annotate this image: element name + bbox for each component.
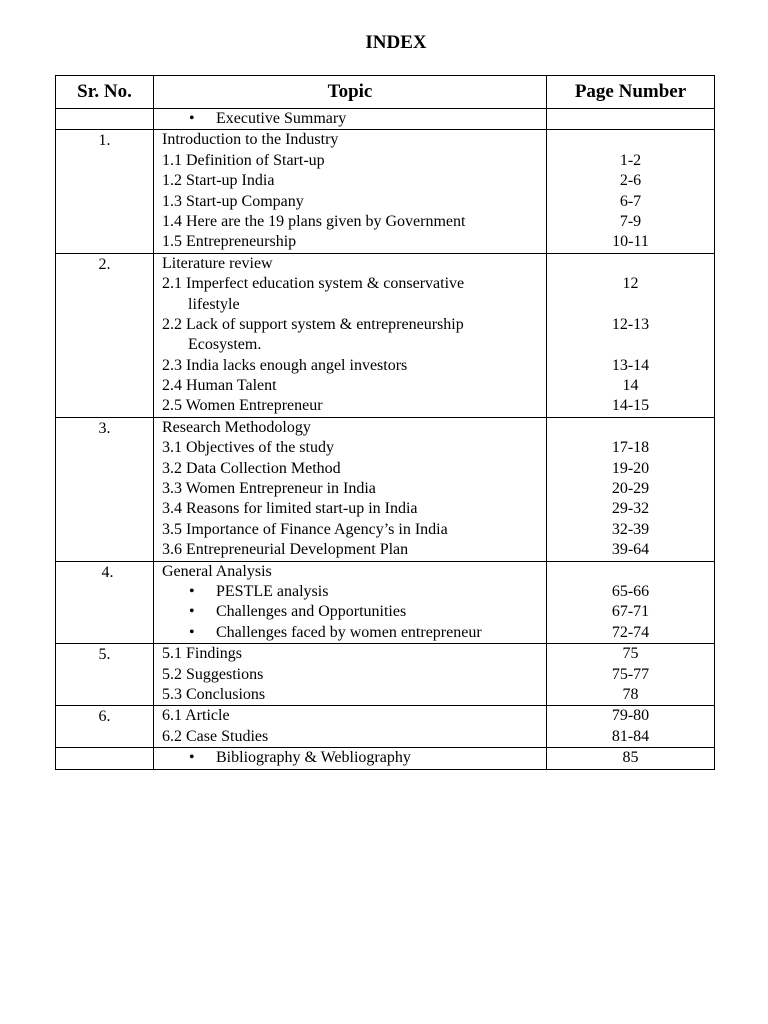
table-header-row [56, 76, 715, 109]
sr-no-cell: 2. [56, 253, 154, 417]
table-row [56, 253, 715, 417]
sr-no-cell [56, 109, 154, 130]
sr-no-cell [56, 748, 154, 769]
page-number: 39-64 [611, 541, 650, 559]
table-row [56, 109, 715, 130]
header-sr-no: Sr. No. [56, 76, 154, 109]
topic-cell [154, 561, 547, 644]
page-number: 85 [622, 749, 639, 767]
page-number: 12 [622, 275, 639, 293]
sr-no-cell: 5. [56, 644, 154, 706]
topic-continuation: lifestyle [188, 295, 240, 313]
topic-text: PESTLE analysis [216, 582, 329, 600]
bullet-list-item [162, 748, 546, 768]
table-row [56, 561, 715, 644]
topic-text: Literature review [162, 254, 273, 272]
page-number: 32-39 [611, 520, 650, 538]
topic-continuation: Ecosystem. [188, 336, 262, 354]
bullet-list-item [162, 109, 546, 129]
page-number-cell [547, 417, 715, 561]
page-number [547, 254, 714, 274]
page-number: 12-13 [611, 315, 650, 333]
topic-cell [154, 417, 547, 561]
bullet-list-item [162, 602, 546, 622]
topic-text: 3.5 Importance of Finance Agency’s in India [162, 520, 448, 538]
page-number: 75 [622, 645, 639, 663]
page-number [547, 562, 714, 582]
sr-no-cell: 6. [56, 706, 154, 748]
page-number: 79-80 [611, 707, 650, 725]
page-number [547, 335, 714, 355]
topic-text: 3.6 Entrepreneurial Development Plan [162, 541, 409, 559]
sr-no-cell: 3. [56, 417, 154, 561]
topic-text: 2.1 Imperfect education system & conservative [162, 275, 465, 293]
topic-text: 1.5 Entrepreneurship [162, 233, 297, 251]
topic-text: 2.3 India lacks enough angel investors [162, 356, 408, 374]
page-number: 29-32 [611, 500, 650, 518]
page-number: 78 [622, 685, 639, 703]
index-table [55, 75, 715, 770]
table-row [56, 644, 715, 706]
topic-text: Bibliography & Webliography [216, 749, 411, 767]
page-title: INDEX [365, 32, 427, 53]
bullet-list-item [162, 582, 546, 602]
page-number: 1-2 [619, 151, 642, 169]
page-number: 6-7 [619, 192, 642, 210]
page-number-cell [547, 561, 715, 644]
topic-text: 6.2 Case Studies [162, 727, 269, 745]
topic-text: 1.1 Definition of Start-up [162, 151, 325, 169]
page-number: 14-15 [611, 397, 650, 415]
topic-text: General Analysis [162, 562, 272, 580]
topic-cell [154, 706, 547, 748]
sr-no-cell: 4. [56, 561, 154, 644]
page-number: 75-77 [611, 665, 650, 683]
table-body [56, 109, 715, 770]
table-row [56, 417, 715, 561]
topic-text: Introduction to the Industry [162, 131, 339, 149]
bullet-list-item [162, 623, 546, 643]
page-number: 10-11 [612, 233, 649, 251]
topic-cell [154, 130, 547, 253]
topic-cell [154, 253, 547, 417]
page-number-cell [547, 253, 715, 417]
topic-text: 1.2 Start-up India [162, 172, 275, 190]
header-page-number: Page Number [547, 76, 715, 109]
topic-text: 3.1 Objectives of the study [162, 439, 334, 457]
topic-text: 2.5 Women Entrepreneur [162, 397, 323, 415]
page-number: 67-71 [611, 603, 650, 621]
topic-text: Executive Summary [216, 110, 347, 127]
page-number: 81-84 [611, 727, 650, 745]
page-number: 7-9 [619, 212, 642, 230]
page-number: 19-20 [611, 459, 650, 477]
topic-text: 1.3 Start-up Company [162, 192, 304, 210]
topic-text: 6.1 Article [162, 707, 230, 725]
topic-text: 3.2 Data Collection Method [162, 459, 341, 477]
topic-cell [154, 109, 547, 130]
topic-text: Challenges and Opportunities [216, 603, 407, 621]
page-number [547, 130, 714, 150]
page-number: 72-74 [611, 623, 650, 641]
topic-text: 1.4 Here are the 19 plans given by Government [162, 212, 466, 230]
topic-cell [154, 748, 547, 769]
topic-text: 2.4 Human Talent [162, 377, 277, 395]
page-number [547, 109, 714, 129]
page-number-cell [547, 706, 715, 748]
table-row [56, 748, 715, 769]
topic-text: Research Methodology [162, 418, 311, 436]
page-number-cell [547, 644, 715, 706]
table-row [56, 706, 715, 748]
page-number: 2-6 [619, 172, 642, 190]
page-number: 65-66 [611, 582, 650, 600]
table-row [56, 130, 715, 253]
page-number: 14 [622, 377, 639, 395]
topic-text: 5.2 Suggestions [162, 665, 264, 683]
topic-text: 3.3 Women Entrepreneur in India [162, 480, 376, 498]
topic-cell [154, 644, 547, 706]
page-number [547, 418, 714, 438]
page-number [547, 295, 714, 315]
page-number: 17-18 [611, 439, 650, 457]
page-number-cell [547, 109, 715, 130]
page-number-cell [547, 748, 715, 769]
topic-text: 5.1 Findings [162, 645, 243, 663]
sr-no-cell: 1. [56, 130, 154, 253]
topic-text: Challenges faced by women entrepreneur [216, 623, 482, 641]
topic-text: 5.3 Conclusions [162, 685, 266, 703]
header-topic: Topic [154, 76, 547, 109]
page-number: 20-29 [611, 480, 650, 498]
page-number: 13-14 [611, 356, 650, 374]
page-number-cell [547, 130, 715, 253]
topic-text: 2.2 Lack of support system & entrepreneurship [162, 315, 464, 333]
topic-text: 3.4 Reasons for limited start-up in India [162, 500, 418, 518]
